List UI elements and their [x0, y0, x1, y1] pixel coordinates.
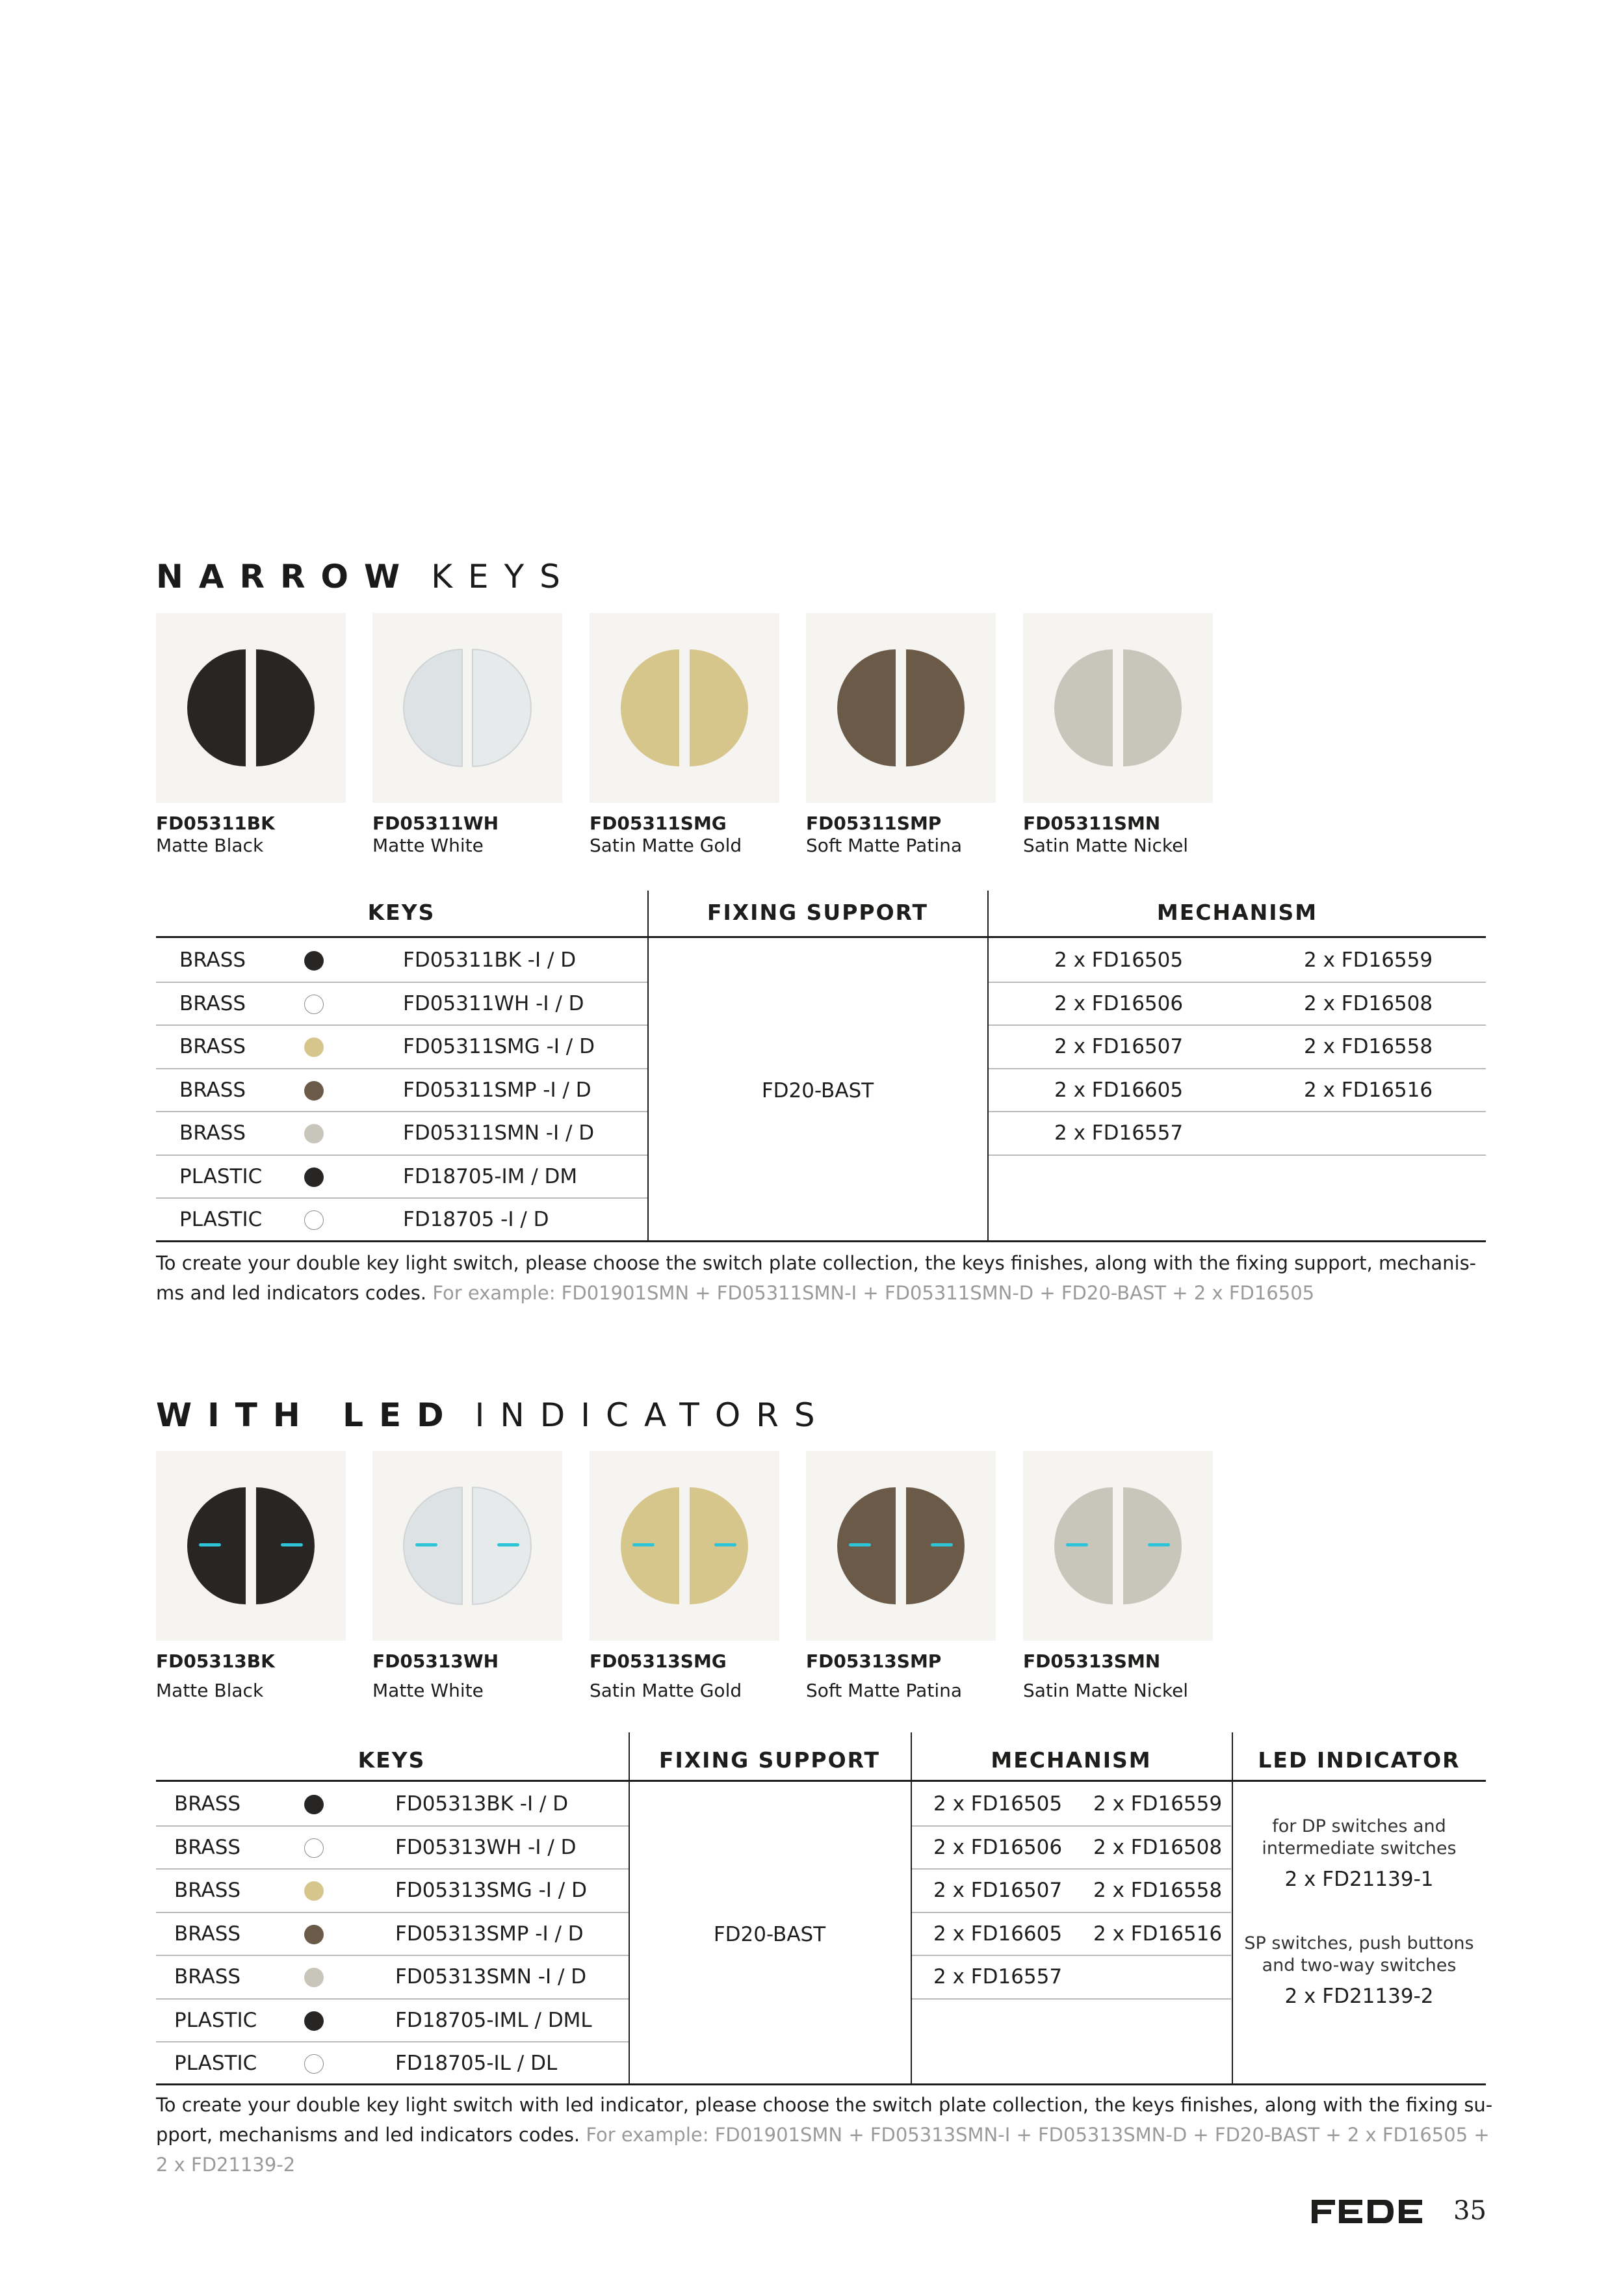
finish-dot — [304, 1168, 324, 1187]
row-divider — [156, 1111, 647, 1112]
heading-light: INDICATORS — [474, 1396, 831, 1434]
header-rule — [156, 1780, 1486, 1782]
note-line: pport, mechanisms and led indicators codes. — [156, 2124, 580, 2146]
note-example: 2 x FD21139-2 — [156, 2154, 296, 2176]
mechanism-code: 2 x FD16508 — [1304, 991, 1433, 1015]
row-material: BRASS — [179, 1121, 246, 1145]
mechanism-code: 2 x FD16558 — [1093, 1879, 1223, 1902]
double-key-icon — [590, 613, 779, 803]
key-swatch-satin-matte-nickel — [1023, 1451, 1213, 1641]
led-indicator-desc-2 — [1232, 1933, 1486, 1977]
row-key-code: FD05311WH -I / D — [403, 991, 584, 1015]
note-line: To create your double key light switch with led indicator, please choose the switch plate collection, the keys finishes, along with the fixing su- — [156, 2094, 1493, 2116]
row-material: PLASTIC — [179, 1208, 263, 1231]
row-material: PLASTIC — [179, 1164, 263, 1188]
row-divider — [912, 1998, 1231, 2000]
row-divider — [156, 1068, 647, 1069]
row-divider — [156, 1024, 647, 1026]
led-indicators-heading — [156, 1396, 831, 1434]
key-swatch-matte-white — [372, 1451, 562, 1641]
swatch-finish-name: Soft Matte Patina — [806, 1680, 962, 1701]
row-divider — [989, 1111, 1486, 1112]
swatch-code: FD05311SMG — [590, 813, 727, 834]
row-key-code: FD05311SMN -I / D — [403, 1121, 595, 1145]
mechanism-code: 2 x FD16559 — [1093, 1792, 1223, 1816]
column-divider — [1232, 1732, 1233, 2085]
mechanism-code: 2 x FD16605 — [933, 1922, 1063, 1946]
row-material: BRASS — [174, 1922, 241, 1946]
swatch-code: FD05313WH — [372, 1650, 499, 1672]
bottom-rule — [156, 1240, 1486, 1242]
heading-bold: NARROW — [156, 558, 416, 595]
mechanism-code: 2 x FD16507 — [933, 1879, 1063, 1902]
fede-logo — [1312, 2197, 1423, 2226]
row-key-code: FD05313SMN -I / D — [395, 1965, 587, 1989]
swatch-code: FD05311SMN — [1023, 813, 1161, 834]
finish-dot — [304, 1881, 324, 1901]
heading-light: KEYS — [431, 558, 576, 595]
header-keys: KEYS — [367, 900, 435, 925]
row-key-code: FD05311SMP -I / D — [403, 1078, 591, 1102]
row-material: BRASS — [174, 1792, 241, 1816]
mechanism-code: 2 x FD16506 — [1054, 991, 1184, 1015]
row-key-code: FD05311BK -I / D — [403, 948, 577, 972]
swatch-finish-name: Satin Matte Gold — [590, 835, 742, 856]
row-divider — [156, 1868, 629, 1870]
swatch-finish-name: Matte Black — [156, 835, 264, 856]
row-divider — [912, 1955, 1231, 1956]
led-instruction-note — [156, 2090, 1495, 2180]
bottom-rule — [156, 2083, 1486, 2085]
double-key-icon — [1023, 1451, 1213, 1641]
finish-dot — [304, 1124, 324, 1143]
row-divider — [989, 1068, 1486, 1069]
row-divider — [156, 1998, 629, 2000]
finish-dot — [304, 2011, 324, 2031]
finish-dot — [304, 1838, 324, 1858]
row-divider — [156, 1825, 629, 1827]
mechanism-code: 2 x FD16516 — [1304, 1078, 1433, 1102]
swatch-finish-name: Satin Matte Nickel — [1023, 835, 1189, 856]
row-key-code: FD05313SMP -I / D — [395, 1922, 584, 1946]
swatch-finish-name: Satin Matte Gold — [590, 1680, 742, 1701]
key-swatch-soft-matte-patina — [806, 1451, 996, 1641]
fixing-support-value: FD20-BAST — [761, 1079, 874, 1102]
row-key-code: FD05311SMG -I / D — [403, 1035, 595, 1058]
double-key-icon — [1023, 613, 1213, 803]
header-mechanism: MECHANISM — [1156, 900, 1318, 925]
header-led-indicator: LED INDICATOR — [1258, 1747, 1461, 1773]
row-divider — [156, 2041, 629, 2042]
note-example: For example: FD01901SMN + FD05311SMN-I + FD05311SMN-D + FD20-BAST + 2 x FD16505 — [432, 1282, 1315, 1304]
swatch-finish-name: Matte White — [372, 835, 484, 856]
swatch-code: FD05311BK — [156, 813, 275, 834]
key-swatch-satin-matte-gold — [590, 613, 779, 803]
fede-logo-mark — [1312, 2197, 1423, 2226]
mechanism-code: 2 x FD16508 — [1093, 1835, 1223, 1859]
swatch-code: FD05313SMN — [1023, 1650, 1161, 1672]
mechanism-code: 2 x FD16557 — [1054, 1121, 1184, 1145]
key-swatch-soft-matte-patina — [806, 613, 996, 803]
row-key-code: FD05313SMG -I / D — [395, 1879, 587, 1902]
row-key-code: FD18705-IML / DML — [395, 2008, 592, 2032]
note-line: To create your double key light switch, please choose the switch plate collection, the keys finishes, along with the fixing support, mechanis- — [156, 1252, 1477, 1274]
mechanism-code: 2 x FD16505 — [933, 1792, 1063, 1816]
key-swatch-matte-white — [372, 613, 562, 803]
finish-dot — [304, 1925, 324, 1944]
led-indicator-code-2: 2 x FD21139-2 — [1284, 1985, 1434, 2008]
finish-dot — [304, 1037, 324, 1057]
finish-dot — [304, 2054, 324, 2074]
column-divider — [629, 1732, 630, 2085]
double-key-icon — [372, 1451, 562, 1641]
key-swatch-satin-matte-nickel — [1023, 613, 1213, 803]
mechanism-code: 2 x FD16558 — [1304, 1035, 1433, 1058]
swatch-finish-name: Matte White — [372, 1680, 484, 1701]
row-key-code: FD18705-IL / DL — [395, 2052, 558, 2075]
row-divider — [156, 1197, 647, 1199]
row-material: BRASS — [174, 1879, 241, 1902]
row-material: PLASTIC — [174, 2052, 257, 2075]
key-swatch-matte-black — [156, 613, 346, 803]
column-divider — [911, 1732, 912, 2085]
led-desc-line: and two-way switches — [1262, 1955, 1457, 1976]
row-material: BRASS — [179, 991, 246, 1015]
swatch-code: FD05311WH — [372, 813, 499, 834]
led-indicator-code-1: 2 x FD21139-1 — [1284, 1868, 1434, 1891]
finish-dot — [304, 951, 324, 971]
row-key-code: FD18705-IM / DM — [403, 1164, 578, 1188]
header-mechanism: MECHANISM — [991, 1747, 1152, 1773]
row-divider — [156, 982, 647, 983]
note-line: ms and led indicators codes. — [156, 1282, 427, 1304]
row-material: BRASS — [174, 1965, 241, 1989]
row-divider — [912, 1912, 1231, 1913]
row-divider — [989, 982, 1486, 983]
row-material: BRASS — [179, 1078, 246, 1102]
row-key-code: FD18705 -I / D — [403, 1208, 549, 1231]
row-key-code: FD05313WH -I / D — [395, 1835, 577, 1859]
key-swatch-satin-matte-gold — [590, 1451, 779, 1641]
row-divider — [156, 1912, 629, 1913]
swatch-code: FD05313BK — [156, 1650, 275, 1672]
fixing-support-value: FD20-BAST — [713, 1923, 826, 1946]
mechanism-code: 2 x FD16507 — [1054, 1035, 1184, 1058]
finish-dot — [304, 1081, 324, 1101]
finish-dot — [304, 995, 324, 1014]
led-desc-line: intermediate switches — [1262, 1838, 1457, 1859]
led-desc-line: SP switches, push buttons — [1244, 1933, 1474, 1953]
swatch-code: FD05311SMP — [806, 813, 942, 834]
page-number: 35 — [1453, 2196, 1487, 2226]
double-key-icon — [156, 613, 346, 803]
narrow-keys-heading — [156, 558, 576, 595]
swatch-code: FD05313SMP — [806, 1650, 942, 1672]
led-desc-line: for DP switches and — [1272, 1816, 1446, 1836]
finish-dot — [304, 1795, 324, 1814]
mechanism-code: 2 x FD16505 — [1054, 948, 1184, 972]
row-material: BRASS — [174, 1835, 241, 1859]
header-fixing-support: FIXING SUPPORT — [707, 900, 929, 925]
row-key-code: FD05313BK -I / D — [395, 1792, 569, 1816]
row-divider — [912, 1825, 1231, 1827]
header-rule — [156, 936, 1486, 938]
narrow-instruction-note — [156, 1248, 1495, 1308]
mechanism-code: 2 x FD16557 — [933, 1965, 1063, 1989]
mechanism-code: 2 x FD16559 — [1304, 948, 1433, 972]
row-divider — [912, 1868, 1231, 1870]
row-divider — [156, 1155, 647, 1156]
double-key-icon — [806, 613, 996, 803]
swatch-finish-name: Matte Black — [156, 1680, 264, 1701]
row-divider — [989, 1155, 1486, 1156]
header-fixing-support: FIXING SUPPORT — [658, 1747, 881, 1773]
double-key-icon — [372, 613, 562, 803]
row-material: PLASTIC — [174, 2008, 257, 2032]
swatch-finish-name: Soft Matte Patina — [806, 835, 962, 856]
finish-dot — [304, 1210, 324, 1230]
double-key-icon — [156, 1451, 346, 1641]
mechanism-code: 2 x FD16605 — [1054, 1078, 1184, 1102]
heading-bold: WITH LED — [156, 1396, 460, 1434]
swatch-code: FD05313SMG — [590, 1650, 727, 1672]
double-key-icon — [806, 1451, 996, 1641]
mechanism-code: 2 x FD16506 — [933, 1835, 1063, 1859]
header-keys: KEYS — [357, 1747, 426, 1773]
finish-dot — [304, 1968, 324, 1987]
note-example: For example: FD01901SMN + FD05313SMN-I + FD05313SMN-D + FD20-BAST + 2 x FD16505 + — [586, 2124, 1490, 2146]
swatch-finish-name: Satin Matte Nickel — [1023, 1680, 1189, 1701]
key-swatch-matte-black — [156, 1451, 346, 1641]
column-divider — [987, 891, 989, 1242]
double-key-icon — [590, 1451, 779, 1641]
row-divider — [989, 1024, 1486, 1026]
led-indicator-desc-1 — [1232, 1816, 1486, 1860]
mechanism-code: 2 x FD16516 — [1093, 1922, 1223, 1946]
column-divider — [647, 891, 649, 1242]
row-divider — [156, 1955, 629, 1956]
row-material: BRASS — [179, 1035, 246, 1058]
row-material: BRASS — [179, 948, 246, 972]
